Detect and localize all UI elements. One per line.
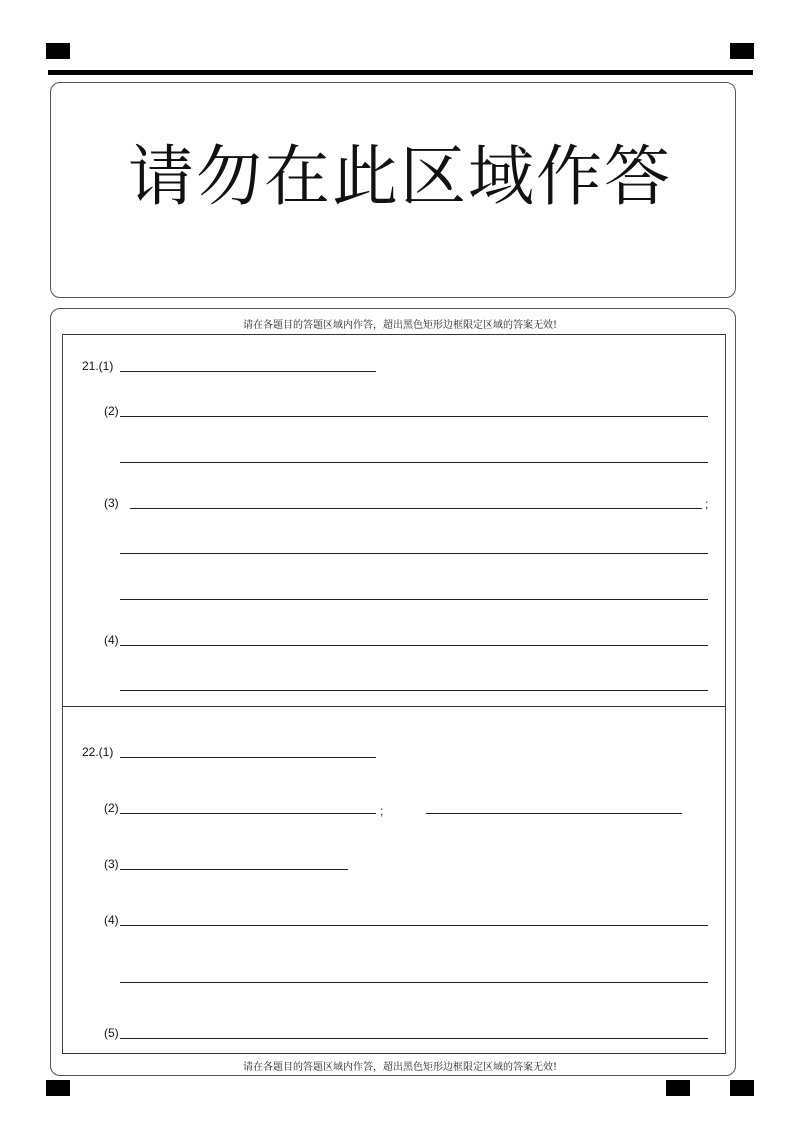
q21-part4-answer-line-2[interactable]	[120, 690, 708, 691]
answer-area-frame	[50, 308, 736, 1076]
q22-part2-separator: ;	[380, 804, 384, 818]
q22-part3-label: (3)	[104, 857, 119, 871]
q21-part2-label: (2)	[104, 404, 119, 418]
q22-part2-answer-line-b[interactable]	[426, 813, 682, 814]
q21-part3-end-mark: ;	[705, 497, 709, 511]
q22-part1-label: 22.(1)	[82, 745, 114, 759]
q22-part4-answer-line[interactable]	[120, 925, 708, 926]
q21-part2-answer-line[interactable]	[120, 416, 708, 417]
question-divider	[62, 706, 725, 707]
answer-area-left-rule	[62, 334, 63, 1054]
q22-part3-answer-line[interactable]	[120, 869, 348, 870]
q21-part4-label: (4)	[104, 633, 119, 647]
q21-part3-answer-line[interactable]	[130, 508, 702, 509]
q21-part1-label: 21.(1)	[82, 359, 114, 373]
q22-part2-label: (2)	[104, 801, 119, 815]
q21-part4-answer-line[interactable]	[120, 645, 708, 646]
top-rule	[48, 70, 753, 75]
q22-part1-answer-line[interactable]	[120, 757, 376, 758]
q21-part3-answer-line-2[interactable]	[120, 553, 708, 554]
answer-area-bottom-rule	[62, 1053, 725, 1054]
registration-mark-bottom-left	[46, 1080, 70, 1096]
q22-part4-answer-line-2[interactable]	[120, 982, 708, 983]
q21-part2-answer-line-2[interactable]	[120, 462, 708, 463]
registration-mark-bottom-right	[730, 1080, 754, 1096]
q22-part5-answer-line[interactable]	[120, 1038, 708, 1039]
notice-top: 请在各题目的答题区域内作答，超出黑色矩形边框限定区域的答案无效!	[242, 320, 558, 331]
no-answer-text: 请勿在此区域作答	[128, 138, 672, 215]
answer-area-right-rule	[725, 334, 726, 1054]
q22-part5-label: (5)	[104, 1026, 119, 1040]
q21-part3-label: (3)	[104, 496, 119, 510]
notice-bottom: 请在各题目的答题区域内作答，超出黑色矩形边框限定区域的答案无效!	[242, 1062, 558, 1073]
q21-part3-answer-line-3[interactable]	[120, 599, 708, 600]
registration-mark-top-right	[730, 43, 754, 59]
q22-part2-answer-line-a[interactable]	[120, 813, 376, 814]
q22-part4-label: (4)	[104, 913, 119, 927]
registration-mark-bottom-mid	[666, 1080, 690, 1096]
q21-part1-answer-line[interactable]	[120, 371, 376, 372]
registration-mark-top-left	[46, 43, 70, 59]
answer-area-top-rule	[62, 334, 725, 335]
